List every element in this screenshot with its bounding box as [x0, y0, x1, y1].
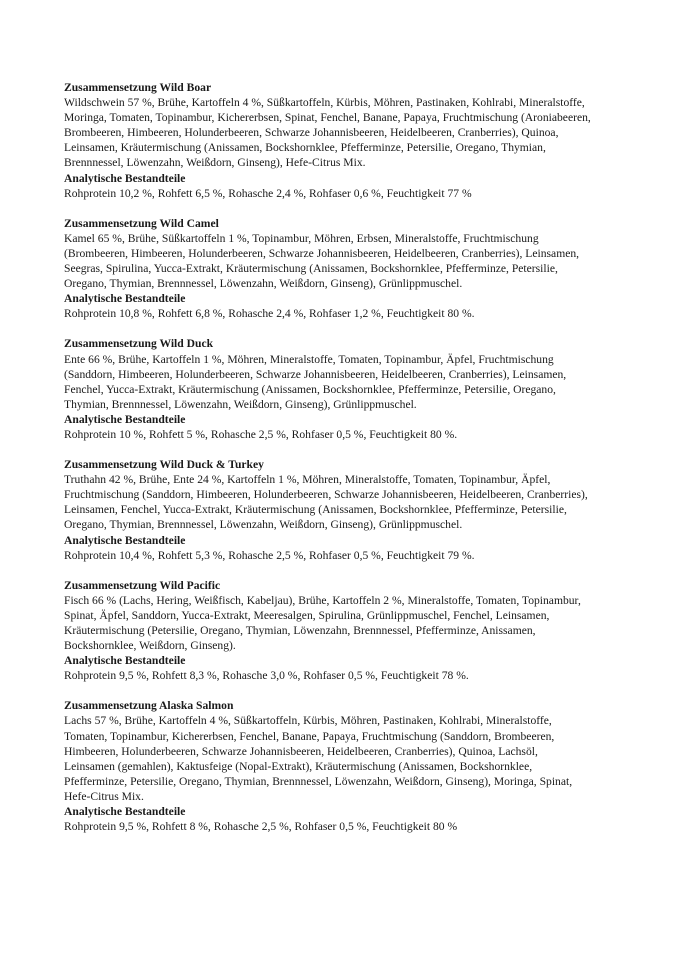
composition-line: Pfefferminze, Petersilie, Oregano, Thymian, Brennnessel, Löwenzahn, Weißdorn, Ginseng), Moringa, Spinat, — [64, 774, 573, 788]
analysis-values: Rohprotein 10,8 %, Rohfett 6,8 %, Rohasche 2,4 %, Rohfaser 1,2 %, Feuchtigkeit 80 %. — [64, 307, 475, 321]
composition-line: Tomaten, Topinambur, Kichererbsen, Fenchel, Banane, Papaya, Fruchtmischung (Sanddorn, Brombeeren, — [64, 729, 555, 743]
analysis-heading: Analytische Bestandteile — [64, 292, 186, 306]
section-heading: Zusammensetzung Alaska Salmon — [64, 699, 234, 713]
composition-line: Hefe-Citrus Mix. — [64, 789, 144, 803]
analysis-heading: Analytische Bestandteile — [64, 805, 186, 819]
analysis-values: Rohprotein 10,2 %, Rohfett 6,5 %, Rohasche 2,4 %, Rohfaser 0,6 %, Feuchtigkeit 77 % — [64, 186, 472, 200]
composition-line: Leinsamen, Kräutermischung (Anissamen, Bockshornklee, Pfefferminze, Petersilie, Oregano, Thymian, — [64, 141, 546, 155]
composition-line: Fruchtmischung (Sanddorn, Himbeeren, Holunderbeeren, Schwarze Johannisbeeren, Heidelbeeren, Cranberries), — [64, 488, 588, 502]
analysis-values: Rohprotein 9,5 %, Rohfett 8,3 %, Rohasche 3,0 %, Rohfaser 0,5 %, Feuchtigkeit 78 %. — [64, 669, 469, 683]
analysis-heading: Analytische Bestandteile — [64, 171, 186, 185]
composition-line: Brennnessel, Löwenzahn, Weißdorn, Ginseng), Hefe-Citrus Mix. — [64, 156, 366, 170]
composition-line: Fenchel, Yucca-Extrakt, Kräutermischung (Anissamen, Bockshornklee, Pfefferminze, Petersilie, Oregano, — [64, 382, 556, 396]
section-wild-duck-turkey — [64, 457, 624, 563]
analysis-values: Rohprotein 10,4 %, Rohfett 5,3 %, Rohasche 2,5 %, Rohfaser 0,5 %, Feuchtigkeit 79 %. — [64, 548, 475, 562]
composition-line: Thymian, Brennnessel, Löwenzahn, Weißdorn, Ginseng), Grünlippmuschel. — [64, 397, 417, 411]
composition-line: Kräutermischung (Petersilie, Oregano, Thymian, Löwenzahn, Brennnessel, Pfefferminze, Anissamen, — [64, 624, 536, 637]
section-wild-boar — [64, 80, 624, 201]
composition-line: (Brombeeren, Himbeeren, Holunderbeeren, Schwarze Johannisbeeren, Heidelbeeren, Cranberries), Leinsamen, — [64, 246, 580, 260]
analysis-values: Rohprotein 9,5 %, Rohfett 8 %, Rohasche 2,5 %, Rohfaser 0,5 %, Feuchtigkeit 80 % — [64, 820, 458, 834]
composition-line: Spinat, Äpfel, Sanddorn, Yucca-Extrakt, Meeresalgen, Spirulina, Grünlippmuschel, Fenchel, Leinsamen, — [64, 608, 550, 622]
section-wild-pacific — [64, 578, 624, 684]
composition-line: Truthahn 42 %, Brühe, Ente 24 %, Kartoffeln 1 %, Möhren, Mineralstoffe, Tomaten, Topinambur, Äpfel, — [64, 473, 551, 487]
section-alaska-salmon — [64, 698, 624, 834]
document-page — [64, 80, 624, 849]
composition-line: Seegras, Spirulina, Yucca-Extrakt, Kräutermischung (Anissamen, Bockshornklee, Pfefferminze, Petersilie, — [64, 262, 558, 276]
section-heading: Zusammensetzung Wild Duck & Turkey — [64, 458, 264, 472]
composition-line: Oregano, Thymian, Brennnessel, Löwenzahn, Weißdorn, Ginseng), Grünlippmuschel. — [64, 518, 463, 532]
section-wild-camel — [64, 216, 624, 322]
section-heading: Zusammensetzung Wild Pacific — [64, 578, 221, 592]
analysis-heading: Analytische Bestandteile — [64, 412, 186, 426]
section-heading: Zusammensetzung Wild Boar — [64, 81, 212, 94]
composition-line: (Sanddorn, Himbeeren, Holunderbeeren, Schwarze Johannisbeeren, Heidelbeeren, Cranberries), Leinsamen, — [64, 367, 567, 381]
composition-line: Brombeeren, Himbeeren, Holunderbeeren, Schwarze Johannisbeeren, Heidelbeeren, Cranberries), Quinoa, — [64, 126, 559, 140]
composition-line: Leinsamen, Fenchel, Yucca-Extrakt, Kräutermischung (Anissamen, Bockshornklee, Pfefferminze, Petersilie, — [64, 503, 567, 517]
composition-line: Oregano, Thymian, Brennnessel, Löwenzahn, Weißdorn, Ginseng), Grünlippmuschel. — [64, 277, 463, 291]
analysis-heading: Analytische Bestandteile — [64, 654, 186, 668]
composition-line: Lachs 57 %, Brühe, Kartoffeln 4 %, Süßkartoffeln, Kürbis, Möhren, Pastinaken, Kohlrabi, Mineralstoffe, — [64, 714, 552, 728]
section-heading: Zusammensetzung Wild Camel — [64, 216, 219, 230]
composition-line: Bockshornklee, Weißdorn, Ginseng). — [64, 639, 236, 653]
analysis-heading: Analytische Bestandteile — [64, 533, 186, 547]
composition-line: Wildschwein 57 %, Brühe, Kartoffeln 4 %, Süßkartoffeln, Kürbis, Möhren, Pastinaken, Kohlrabi, Mineralstoffe, — [64, 96, 585, 110]
composition-line: Fisch 66 % (Lachs, Hering, Weißfisch, Kabeljau), Brühe, Kartoffeln 2 %, Mineralstoffe, Tomaten, Topinambur, — [64, 593, 581, 607]
section-heading: Zusammensetzung Wild Duck — [64, 337, 214, 351]
analysis-values: Rohprotein 10 %, Rohfett 5 %, Rohasche 2,5 %, Rohfaser 0,5 %, Feuchtigkeit 80 %. — [64, 427, 458, 441]
composition-line: Ente 66 %, Brühe, Kartoffeln 1 %, Möhren, Mineralstoffe, Tomaten, Topinambur, Äpfel, Fruchtmischung — [64, 352, 554, 366]
composition-line: Leinsamen (gemahlen), Kaktusfeige (Nopal-Extrakt), Kräutermischung (Anissamen, Bockshornklee, — [64, 759, 533, 773]
composition-line: Kamel 65 %, Brühe, Süßkartoffeln 1 %, Topinambur, Möhren, Erbsen, Mineralstoffe, Fruchtmischung — [64, 231, 539, 245]
composition-line: Moringa, Tomaten, Topinambur, Kichererbsen, Spinat, Fenchel, Banane, Papaya, Fruchtmischung (Aroniabeeren, — [64, 111, 591, 125]
section-wild-duck — [64, 336, 624, 442]
composition-line: Himbeeren, Holunderbeeren, Schwarze Johannisbeeren, Heidelbeeren, Cranberries), Quinoa, Lachsöl, — [64, 744, 538, 758]
